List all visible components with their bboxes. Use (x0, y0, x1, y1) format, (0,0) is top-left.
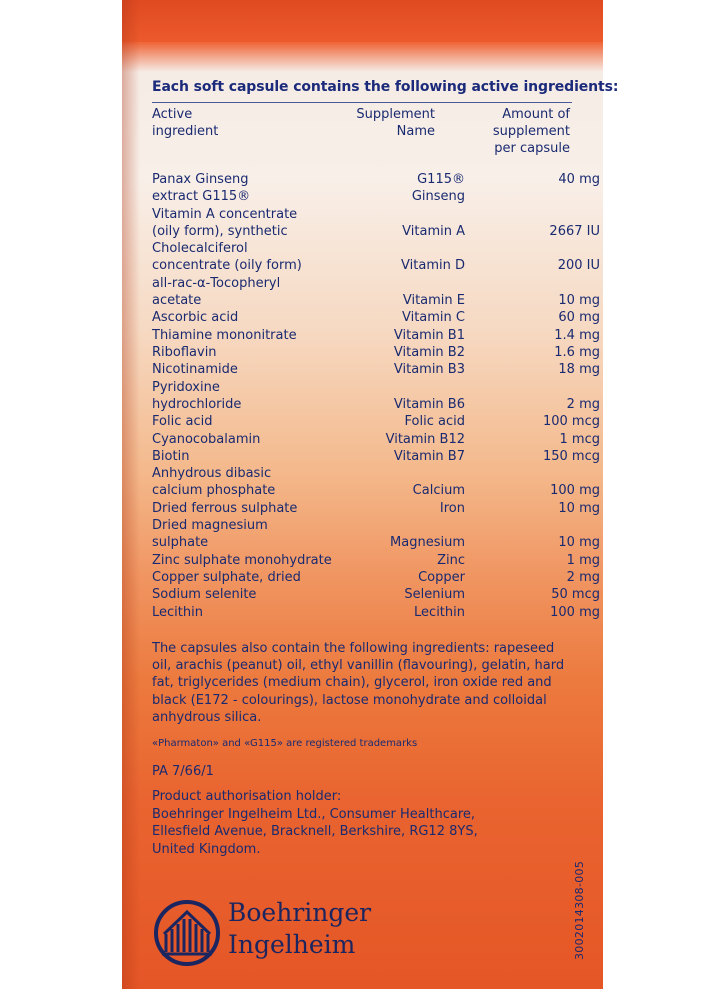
ingredient-row (152, 552, 600, 569)
ingredient-name (152, 327, 352, 344)
ingredient-row (152, 327, 600, 344)
amount-value: 150 mcg (542, 448, 600, 464)
supplement-name-line: Vitamin B7 (393, 448, 465, 464)
amount-value: 1.4 mg (554, 327, 600, 343)
amount-value: 1.6 mg (554, 345, 600, 360)
authorisation-holder (152, 788, 572, 858)
supplement-name-line: Iron (439, 500, 465, 516)
supplement-name-line: G115® (417, 172, 465, 187)
ingredient-name (152, 171, 352, 206)
supplement-name-line: Ginseng (411, 189, 465, 205)
supplement-name (347, 292, 465, 309)
supplement-name (347, 396, 465, 413)
supplement-name-line: Copper (418, 569, 465, 585)
supplement-name-line: Folic acid (404, 414, 465, 430)
ingredient-name (152, 552, 352, 569)
ingredient-name (152, 448, 352, 465)
amount-value: 200 IU (557, 258, 600, 274)
ingredient-row (152, 171, 600, 206)
supplement-name (347, 309, 465, 326)
supplement-name (347, 569, 465, 586)
brand-name-line1: Boehringer (228, 898, 372, 927)
ingredient-name (152, 309, 352, 326)
ingredient-name (152, 344, 352, 361)
ingredient-name (152, 361, 352, 378)
ingredient-row (152, 586, 600, 603)
ingredient-name-line: extract G115® (152, 189, 251, 205)
supplement-name-line: Vitamin B3 (393, 362, 465, 378)
supplement-name-line: Lecithin (414, 604, 465, 620)
ingredient-name-line: hydrochloride (152, 396, 242, 412)
ingredient-row (152, 448, 600, 465)
column-header-line: Name (396, 124, 435, 139)
ingredient-row (152, 569, 600, 586)
supplement-name (347, 361, 465, 378)
supplement-name-line: Vitamin B1 (393, 327, 465, 343)
ingredient-row (152, 500, 600, 517)
supplement-name (347, 223, 465, 240)
amount-value: 18 mg (558, 362, 600, 378)
supplement-name-line: Vitamin C (401, 310, 465, 326)
supplement-name (347, 448, 465, 465)
ingredient-name (152, 465, 352, 500)
ingredient-name (152, 206, 352, 241)
amount-value: 10 mg (558, 500, 600, 516)
amount-value: 1 mg (566, 552, 600, 568)
supplement-name-line: Vitamin E (402, 293, 465, 309)
supplement-name-line: Calcium (412, 483, 465, 499)
supplement-name-line: Selenium (404, 587, 465, 603)
product-code: 3002014308-005 (573, 860, 586, 960)
ingredient-name (152, 517, 352, 552)
ingredient-name-line: Cholecalciferol (152, 241, 248, 257)
supplement-name (347, 431, 465, 448)
column-header-line: ingredient (152, 124, 219, 139)
ingredient-name (152, 240, 352, 275)
package-panel (122, 0, 619, 989)
column-header-active (152, 106, 218, 140)
other-ingredients-text: The capsules also contain the following ingredients: rapeseed oil, arachis (peanut) oil, ethyl vanillin (flavouring), gelatin, hard fat, triglycerides (medium chain), glycerol, iron oxide red and black (E172 - colourings), lactose monohydrate and colloidal anhydrous silica. (152, 641, 565, 725)
holder-address-line: Boehringer Ingelheim Ltd., Consumer Healthcare, (152, 806, 476, 822)
amount-value: 10 mg (558, 293, 600, 309)
ingredient-name-line: all-rac-α-Tocopheryl (152, 275, 281, 291)
amount-value: 2667 IU (549, 223, 600, 239)
ingredient-name-line: Zinc sulphate monohydrate (152, 552, 332, 568)
ingredient-name-line: Vitamin A concentrate (152, 206, 298, 222)
supplement-name-line: Vitamin B6 (393, 396, 465, 412)
column-header-line: Amount of (502, 107, 570, 122)
boehringer-ingelheim-logo-icon (152, 898, 222, 968)
amount-value: 40 mg (558, 172, 600, 187)
ingredient-row (152, 344, 600, 361)
trademark-note: «Pharmaton» and «G115» are registered trademarks (152, 738, 418, 749)
supplement-name (347, 327, 465, 344)
ingredient-name-line: Dried magnesium (152, 518, 268, 533)
holder-address-line: Ellesfield Avenue, Bracknell, Berkshire, RG12 8YS, (152, 824, 478, 839)
ingredient-name-line: Folic acid (152, 414, 213, 430)
column-header-line: Supplement (356, 107, 435, 122)
column-header-line: supplement (492, 124, 570, 139)
amount-value: 100 mg (550, 604, 600, 620)
ingredient-name (152, 586, 352, 603)
ingredient-row (152, 309, 600, 326)
column-header-line: per capsule (494, 141, 570, 156)
top-orange-band (122, 0, 603, 42)
ingredient-row (152, 240, 600, 275)
amount-value: 1 mcg (559, 431, 600, 447)
ingredient-name-line: Pyridoxine (152, 379, 220, 395)
ingredient-row (152, 465, 600, 500)
ingredient-name-line: Copper sulphate, dried (152, 569, 301, 585)
ingredient-name-line: Lecithin (152, 604, 203, 620)
ingredient-name (152, 431, 352, 448)
amount-value: 2 mg (566, 396, 600, 412)
ingredient-name (152, 413, 352, 430)
supplement-name (347, 604, 465, 621)
ingredient-name-line: Nicotinamide (152, 362, 238, 378)
ingredient-name (152, 500, 352, 517)
column-header-amount (452, 106, 570, 157)
ingredient-name-line: calcium phosphate (152, 483, 276, 499)
ingredient-row (152, 361, 600, 378)
supplement-name (347, 586, 465, 603)
supplement-name (347, 171, 465, 206)
ingredient-row (152, 206, 600, 241)
column-header-supplement (317, 106, 435, 140)
supplement-name-line: Vitamin B2 (393, 345, 465, 360)
ingredient-name-line: concentrate (oily form) (152, 258, 302, 274)
ingredient-name-line: Panax Ginseng (152, 172, 249, 187)
ingredients-heading: Each soft capsule contains the following active ingredients: (152, 79, 619, 95)
holder-title: Product authorisation holder: (152, 789, 342, 804)
ingredient-name-line: Riboflavin (152, 345, 217, 360)
ingredient-name-line: Ascorbic acid (152, 310, 239, 326)
ingredient-name-line: sulphate (152, 535, 209, 551)
supplement-name (347, 552, 465, 569)
amount-value: 2 mg (566, 569, 600, 585)
supplement-name (347, 257, 465, 274)
ingredient-name (152, 379, 352, 414)
ingredient-name-line: Dried ferrous sulphate (152, 500, 298, 516)
supplement-name (347, 413, 465, 430)
ingredient-name-line: Sodium selenite (152, 587, 257, 603)
ingredient-row (152, 275, 600, 310)
amount-value: 60 mg (558, 310, 600, 326)
supplement-name (347, 482, 465, 499)
ingredient-name-line: Anhydrous dibasic (152, 466, 272, 482)
brand-name-line2: Ingelheim (228, 930, 356, 959)
column-header-line: Active (152, 107, 193, 122)
ingredient-row (152, 413, 600, 430)
ingredient-name-line: Cyanocobalamin (152, 431, 261, 447)
amount-value: 50 mcg (551, 587, 600, 603)
holder-address-line: United Kingdom. (152, 841, 261, 857)
ingredient-name (152, 604, 352, 621)
ingredient-name-line: (oily form), synthetic (152, 223, 288, 239)
ingredient-name-line: Thiamine mononitrate (152, 327, 297, 343)
panel-edge-shade (122, 0, 140, 989)
ingredient-row (152, 604, 600, 621)
heading-underline (152, 102, 572, 103)
supplement-name-line: Zinc (437, 552, 465, 568)
ingredient-name-line: Biotin (152, 448, 190, 464)
pa-number: PA 7/66/1 (152, 764, 214, 779)
amount-value: 100 mg (550, 483, 600, 499)
ingredient-row (152, 379, 600, 414)
ingredient-row (152, 431, 600, 448)
supplement-name-line: Magnesium (390, 535, 465, 551)
ingredient-name (152, 569, 352, 586)
supplement-name (347, 500, 465, 517)
supplement-name-line: Vitamin A (402, 223, 465, 239)
ingredient-name (152, 275, 352, 310)
supplement-name-line: Vitamin B12 (385, 431, 465, 447)
amount-value: 100 mcg (542, 414, 600, 430)
supplement-name (347, 344, 465, 361)
supplement-name (347, 534, 465, 551)
supplement-name-line: Vitamin D (401, 258, 465, 274)
ingredient-name-line: acetate (152, 293, 202, 309)
amount-value: 10 mg (558, 535, 600, 551)
ingredient-row (152, 517, 600, 552)
